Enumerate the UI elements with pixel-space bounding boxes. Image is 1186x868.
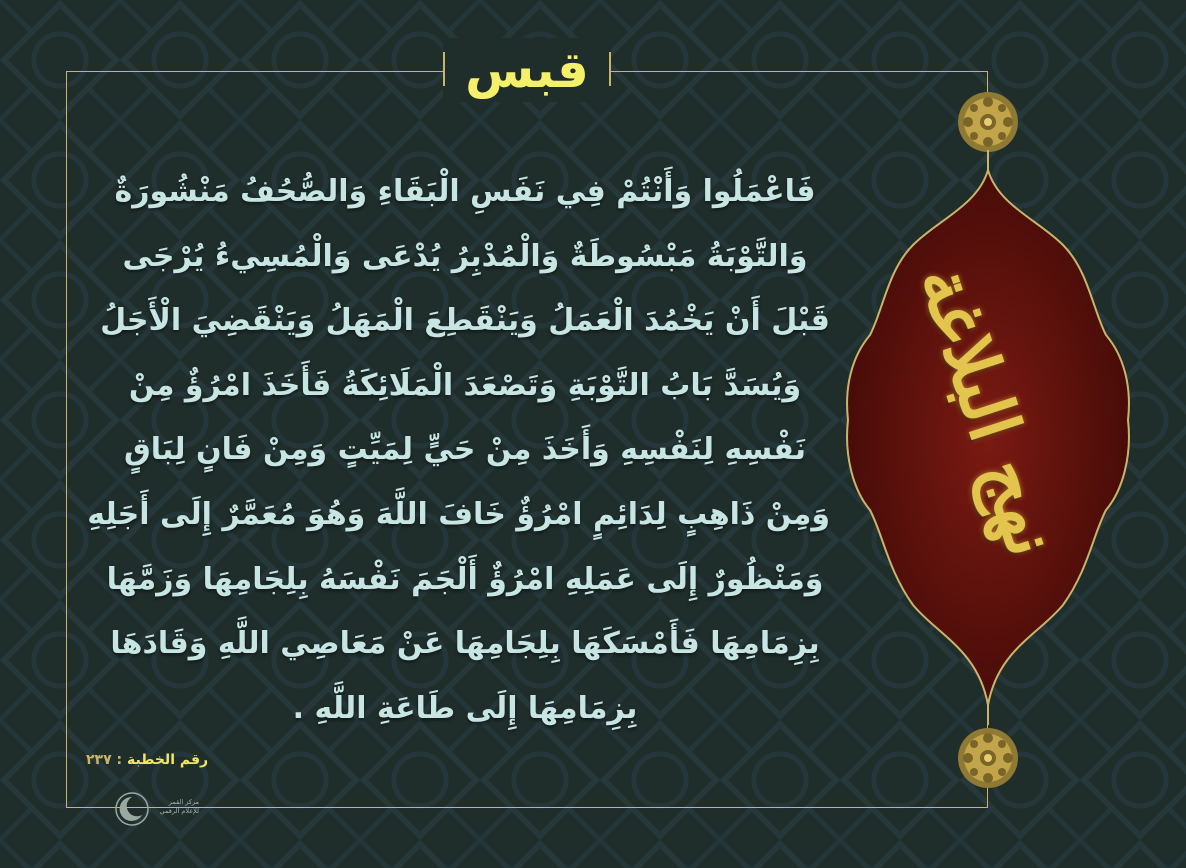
logo-line-2: للإعلام الرقمي [159,807,199,815]
logo-text [153,798,199,816]
sermon-label: رقم الخطبة [127,752,209,768]
logo-line-1: مركز القمر [168,798,199,806]
logo [113,790,199,828]
nahj-calligraphy: نهج البلاغة [903,255,1075,567]
quote-line: فَاعْمَلُوا وَأَنْتُمْ فِي نَفَسِ الْبَقَاءِ وَالصُّحُفُ مَنْشُورَةٌ [114,174,816,209]
quote-text [87,160,830,741]
sermon-number [86,752,208,768]
quote-line: وَمَنْظُورٌ إِلَى عَمَلِهِ امْرُؤٌ أَلْجَمَ نَفْسَهُ بِلِجَامِهَا وَزَمَّهَا [106,561,824,597]
quote-line: بِزِمَامِهَا فَأَمْسَكَهَا بِلِجَامِهَا عَنْ مَعَاصِي اللَّهِ وَقَادَهَا [110,626,820,662]
quote-line: بِزِمَامِهَا إِلَى طَاعَةِ اللَّهِ . [292,690,638,726]
title-box [443,38,611,102]
sermon-value: ٢٣٧ [86,752,112,768]
page-title: قبس [465,41,589,99]
top-medallion-icon [952,86,1024,158]
quote-line: وَالتَّوْبَةُ مَبْسُوطَةٌ وَالْمُدْبِرُ يُدْعَى وَالْمُسِيءُ يُرْجَى [122,238,808,274]
quote-line: وَيُسَدَّ بَابُ التَّوْبَةِ وَتَصْعَدَ الْمَلَائِكَةُ فَأَخَذَ امْرُؤٌ مِنْ [128,367,802,403]
sermon-separator: : [111,752,127,768]
moon-logo-icon [113,790,151,828]
quote-line: وَمِنْ ذَاهِبٍ لِدَائِمٍ امْرُؤٌ خَافَ اللَّهَ وَهُوَ مُعَمَّرٌ إِلَى أَجَلِهِ [87,496,830,532]
quote-line: نَفْسِهِ لِنَفْسِهِ وَأَخَذَ مِنْ حَيٍّ لِمَيِّتٍ وَمِنْ فَانٍ لِبَاقٍ [123,432,807,468]
quote-line: قَبْلَ أَنْ يَخْمُدَ الْعَمَلُ وَيَنْقَطِعَ الْمَهَلُ وَيَنْقَضِيَ الْأَجَلُ [100,303,830,339]
bottom-medallion-icon [952,722,1024,794]
